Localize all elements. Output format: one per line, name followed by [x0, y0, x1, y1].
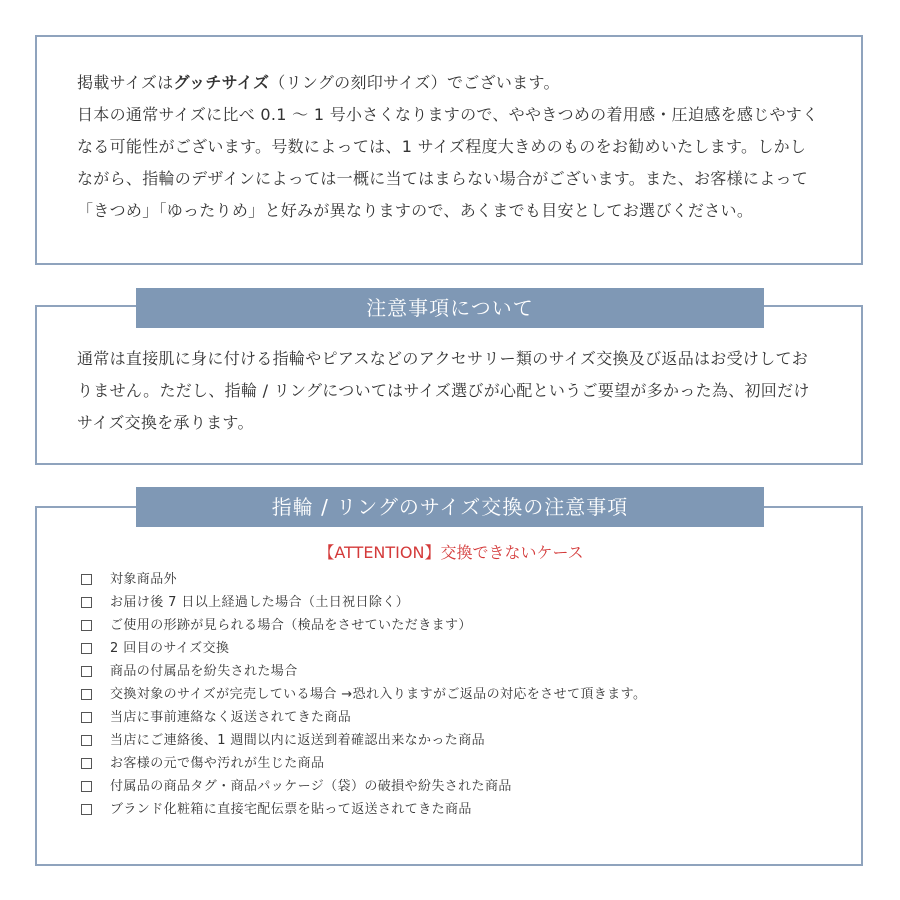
checkbox-icon: [81, 712, 92, 723]
list-item: [81, 591, 821, 614]
attention-heading: 【ATTENTION】交換できないケース: [318, 543, 584, 562]
list-item-label: 当店にご連絡後、1 週間以内に返送到着確認出来なかった商品: [110, 733, 486, 748]
checkbox-icon: [81, 781, 92, 792]
list-item: [81, 614, 821, 637]
list-item: [81, 568, 821, 591]
intro-rest: 日本の通常サイズに比べ 0.1 〜 1 号小さくなりますので、ややきつめの着用感・圧迫感を感じやすくなる可能性がございます。号数によっては、1 サイズ程度大きめのものをお勧めいたします。しかしながら、指輪のデザインによっては一概に当てはまらない場合がございます。また、お客様によって「きつめ」「ゆったりめ」と好みが異なりますので、あくまでも目安としてお選びください。: [77, 105, 819, 220]
list-item: [81, 637, 821, 660]
list-item-label: お客様の元で傷や汚れが生じた商品: [110, 756, 325, 771]
list-item-label: 当店に事前連絡なく返送されてきた商品: [110, 710, 352, 725]
checkbox-icon: [81, 666, 92, 677]
list-item-label: 付属品の商品タグ・商品パッケージ（袋）の破損や紛失された商品: [110, 779, 512, 794]
intro-paragraph: [77, 67, 821, 227]
intro-line1-before: 掲載サイズは: [77, 73, 174, 92]
list-item: [81, 660, 821, 683]
intro-box: [35, 35, 863, 265]
checkbox-icon: [81, 735, 92, 746]
list-item-label: 商品の付属品を紛失された場合: [110, 664, 298, 679]
checkbox-icon: [81, 689, 92, 700]
list-item: [81, 706, 821, 729]
list-item: [81, 775, 821, 798]
checkbox-icon: [81, 804, 92, 815]
list-item: [81, 683, 821, 706]
intro-line1-bold: グッチサイズ: [173, 73, 270, 92]
checkbox-icon: [81, 597, 92, 608]
checkbox-icon: [81, 758, 92, 769]
exchange-box: [35, 506, 863, 866]
notice-banner: 注意事項について: [136, 288, 764, 328]
notice-box: [35, 305, 863, 465]
list-item: [81, 752, 821, 775]
list-item-label: ご使用の形跡が見られる場合（検品をさせていただきます）: [110, 618, 472, 633]
intro-line1-after: （リングの刻印サイズ）でございます。: [269, 73, 560, 92]
checkbox-icon: [81, 620, 92, 631]
notice-text: 通常は直接肌に身に付ける指輪やピアスなどのアクセサリー類のサイズ交換及び返品はお受けしておりません。ただし、指輪 / リングについてはサイズ選びが心配というご要望が多かった為、初回だけサイズ交換を承ります。: [77, 349, 810, 432]
checkbox-icon: [81, 574, 92, 585]
list-item: [81, 798, 821, 821]
exchange-case-list: [81, 568, 821, 821]
list-item-label: 2 回目のサイズ交換: [110, 641, 230, 656]
exchange-banner: 指輪 / リングのサイズ交換の注意事項: [136, 487, 764, 527]
list-item-label: お届け後 7 日以上経過した場合（土日祝日除く）: [110, 595, 410, 610]
list-item: [81, 729, 821, 752]
list-item-label: 交換対象のサイズが完売している場合 →恐れ入りますがご返品の対応をさせて頂きます。: [110, 687, 647, 702]
list-item-label: ブランド化粧箱に直接宅配伝票を貼って返送されてきた商品: [110, 802, 472, 817]
list-item-label: 対象商品外: [110, 572, 178, 587]
checkbox-icon: [81, 643, 92, 654]
